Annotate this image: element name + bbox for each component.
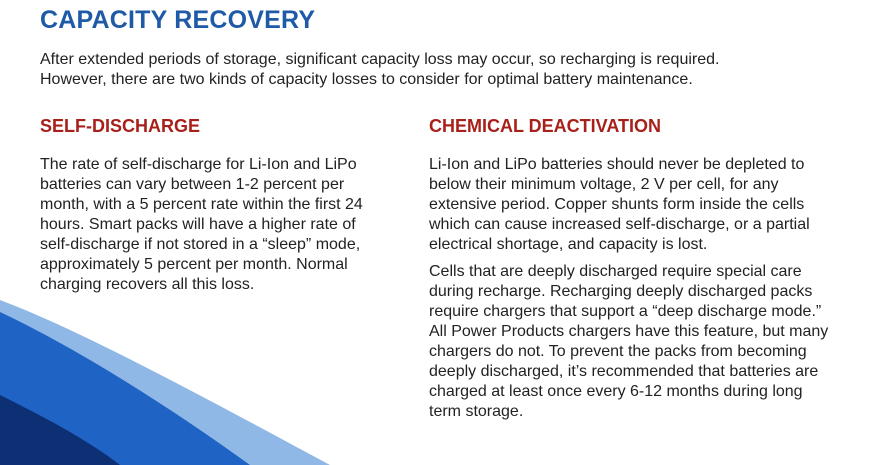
intro-text	[40, 50, 860, 90]
intro-line-2: However, there are two kinds of capacity losses to consider for optimal battery maintenance.	[40, 71, 693, 88]
intro-line-1: After extended periods of storage, significant capacity loss may occur, so recharging is required.	[40, 51, 720, 68]
self-discharge-heading: SELF-DISCHARGE	[40, 116, 201, 136]
chemical-deactivation-paragraph-1: Li-Ion and LiPo batteries should never be depleted to below their minimum voltage, 2 V per cell, for any extensive period. Copper shunts form inside the cells which can cause increased self-discharge, or a partial electrical shortage, and capacity is lost.	[429, 156, 810, 253]
self-discharge-text	[40, 155, 375, 302]
chemical-deactivation-text	[429, 155, 834, 429]
page-title: CAPACITY RECOVERY	[40, 6, 316, 34]
chemical-deactivation-paragraph-2: Cells that are deeply discharged require special care during recharge. Recharging deeply discharged packs require chargers that support a “deep discharge mode.” All Power Products chargers have this feature, but many chargers do not. To prevent the packs from becoming deeply discharged, it’s recommended that batteries are charged at least once every 6-12 months during long term storage.	[429, 263, 829, 420]
self-discharge-paragraph: The rate of self-discharge for Li-Ion and LiPo batteries can vary between 1-2 percent per month, with a 5 percent rate within the first 24 hours. Smart packs will have a higher rate of self-discharge if not stored in a “sleep” mode, approximately 5 percent per month. Normal charging recovers all this loss.	[40, 156, 363, 293]
chemical-deactivation-heading: CHEMICAL DEACTIVATION	[429, 116, 661, 136]
